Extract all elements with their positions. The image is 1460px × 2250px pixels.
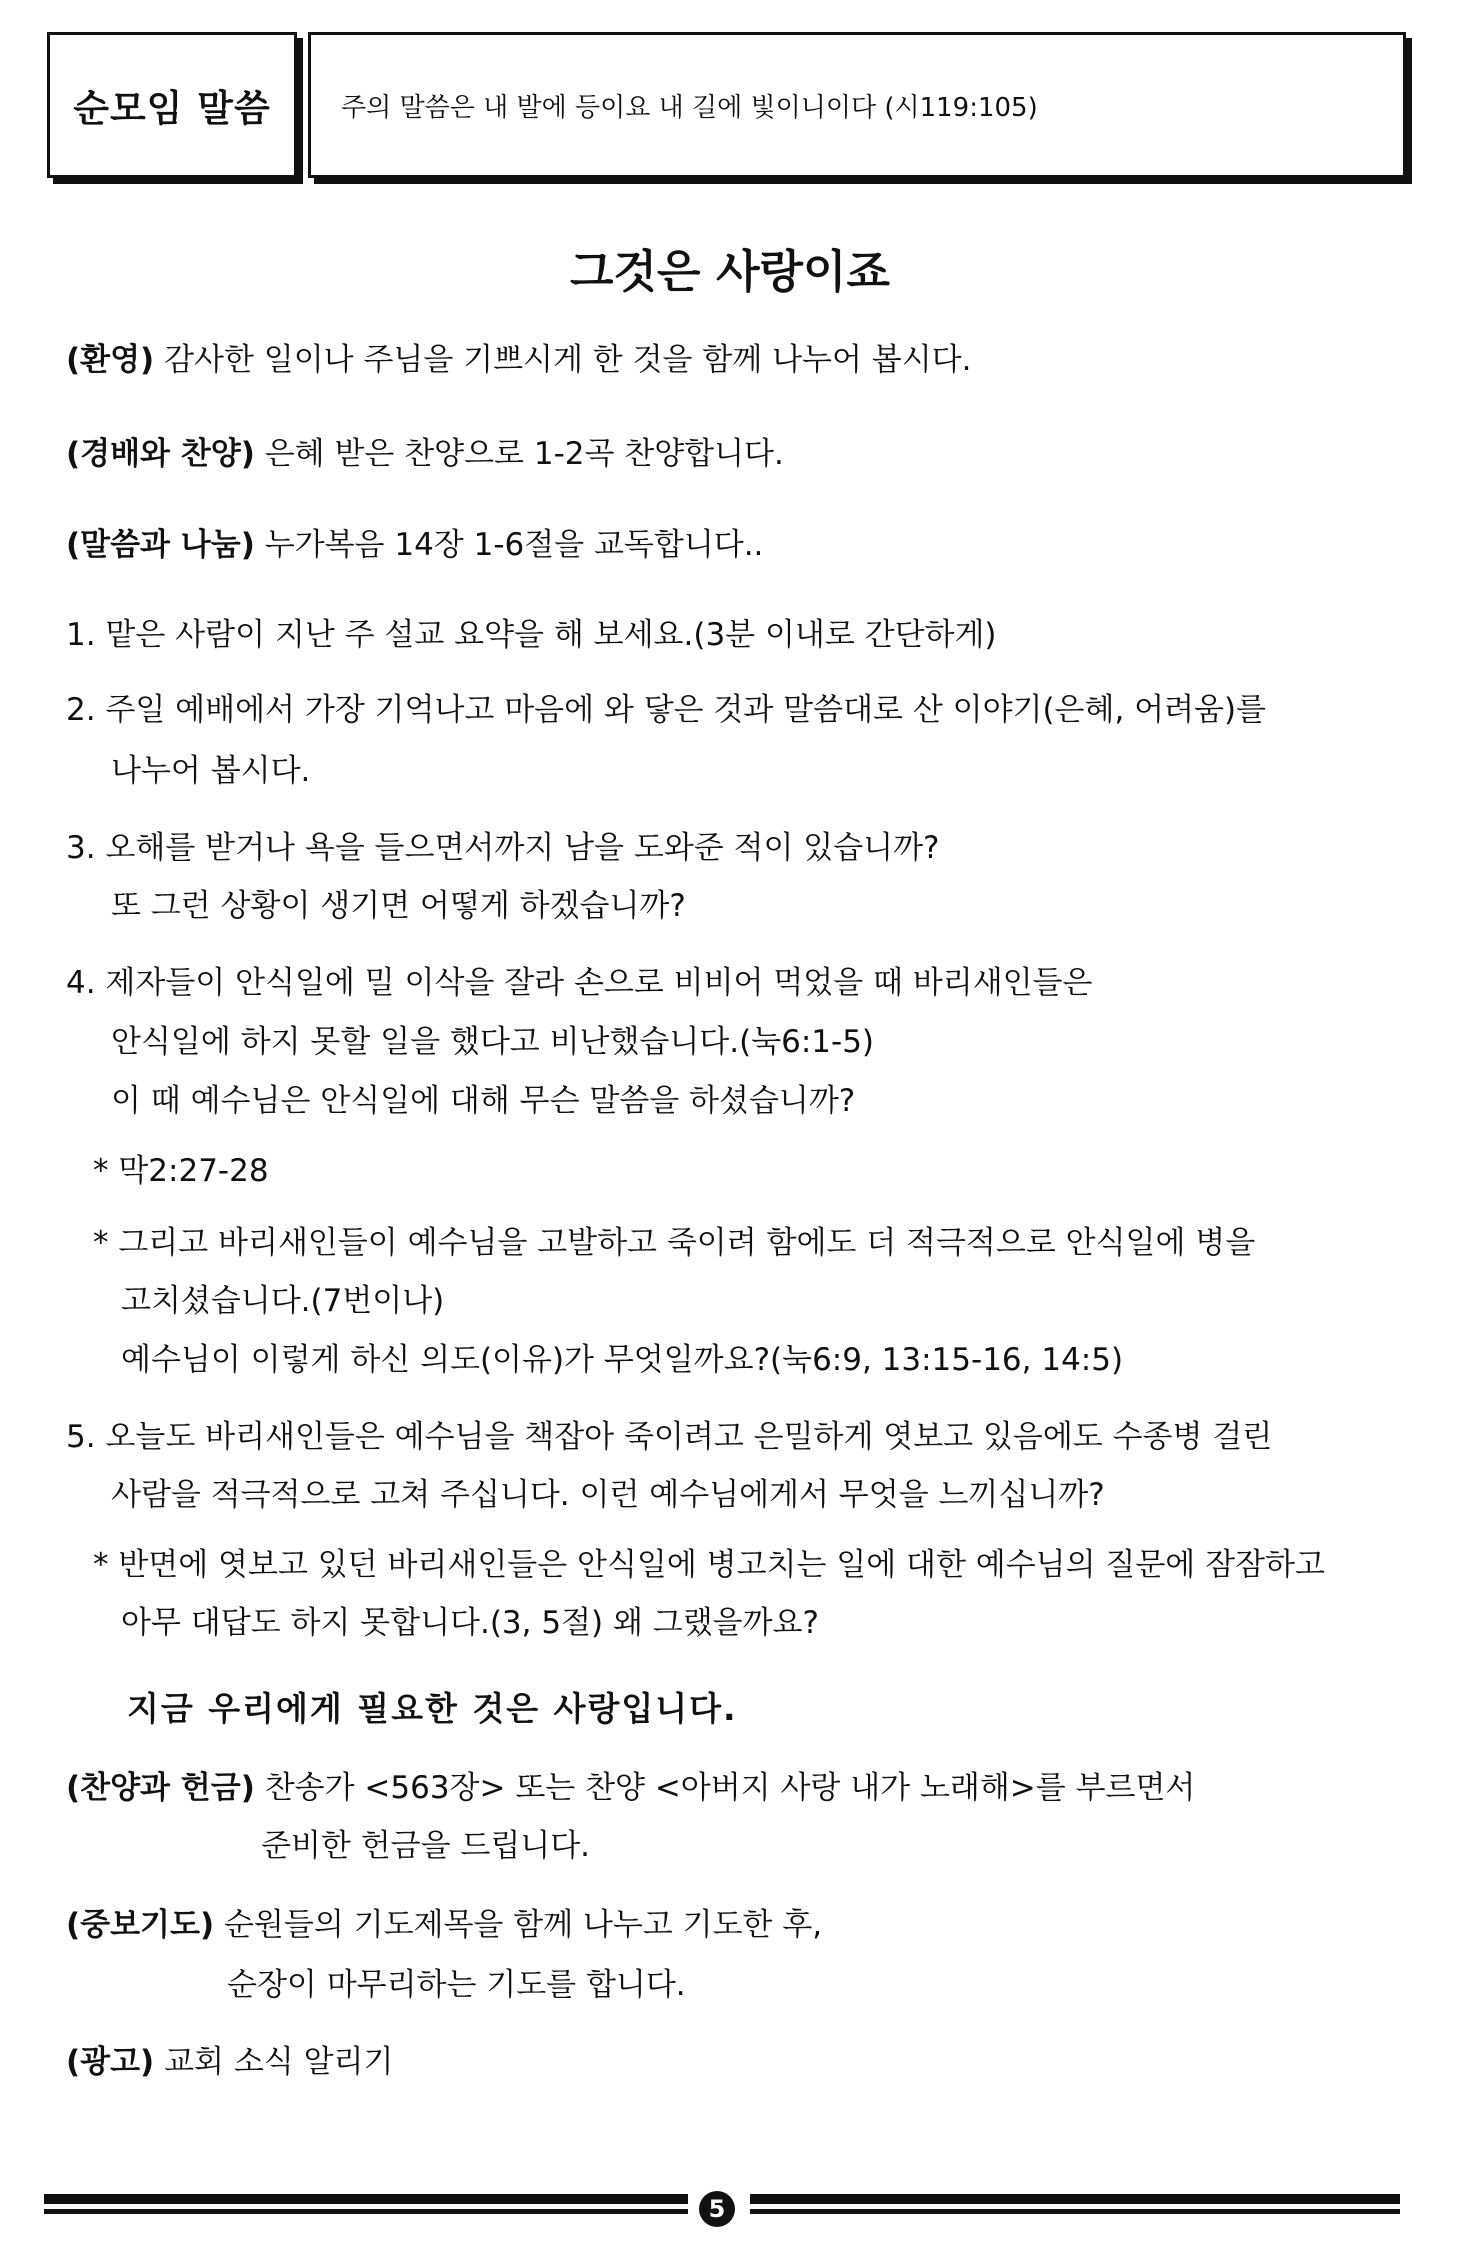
welcome-line (66, 341, 971, 379)
footer-rule-right-thick (750, 2194, 1400, 2204)
emphasis-statement: 지금 우리에게 필요한 것은 사랑입니다. (127, 1689, 738, 1728)
prayer-line-1 (66, 1906, 822, 1944)
offering-text-1: 찬송가 <563장> 또는 찬양 <아버지 사랑 내가 노래해>를 부르면서 (254, 1770, 1196, 1806)
welcome-text: 감사한 일이나 주님을 기쁘시게 한 것을 함께 나누어 봅시다. (154, 342, 972, 378)
footer-rule-right (750, 2194, 1400, 2216)
word-line (66, 526, 763, 564)
prayer-text-1: 순원들의 기도제목을 함께 나누고 기도한 후, (214, 1907, 823, 1943)
welcome-tag: (환영) (66, 342, 155, 378)
question-4-note-2-line-3: 예수님이 이렇게 하신 의도(이유)가 무엇일까요?(눅6:9, 13:15-16, 14:5) (121, 1342, 1124, 1378)
question-5-note-line-2: 아무 대답도 하지 못합니다.(3, 5절) 왜 그랬을까요? (121, 1605, 819, 1641)
question-2-line-1: 2. 주일 예배에서 가장 기억나고 마음에 와 닿은 것과 말씀대로 산 이야기(은혜, 어려움)를 (66, 692, 1267, 728)
question-4-line-3: 이 때 예수님은 안식일에 대해 무슨 말씀을 하셨습니까? (111, 1083, 856, 1119)
notice-text: 교회 소식 알리기 (154, 2044, 394, 2080)
page-number: 5 (699, 2191, 735, 2227)
prayer-tag: (중보기도) (66, 1907, 215, 1943)
worship-tag: (경배와 찬양) (66, 436, 255, 472)
question-3-line-2: 또 그런 상황이 생기면 어떻게 하겠습니까? (111, 888, 686, 924)
offering-line-1 (66, 1769, 1195, 1807)
footer-rule-left-thin (44, 2209, 688, 2214)
verse-box (308, 32, 1406, 178)
footer-rule-left-thick (44, 2194, 688, 2204)
question-4-note-2-line-2: 고치셨습니다.(7번이나) (121, 1283, 445, 1319)
question-3-line-1: 3. 오해를 받거나 욕을 들으면서까지 남을 도와준 적이 있습니까? (66, 830, 940, 866)
question-5-note-line-1: * 반면에 엿보고 있던 바리새인들은 안식일에 병고치는 일에 대한 예수님의 질문에 잠잠하고 (93, 1547, 1325, 1583)
question-4-note-1: * 막2:27-28 (93, 1153, 269, 1189)
offering-tag: (찬양과 헌금) (66, 1770, 255, 1806)
question-1: 1. 맡은 사람이 지난 주 설교 요약을 해 보세요.(3분 이내로 간단하게) (66, 617, 997, 653)
question-4-line-1: 4. 제자들이 안식일에 밀 이삭을 잘라 손으로 비비어 먹었을 때 바리새인들은 (66, 965, 1093, 1001)
worship-line (66, 435, 784, 473)
worship-text: 은혜 받은 찬양으로 1-2곡 찬양합니다. (254, 436, 784, 472)
verse-text: 주의 말씀은 내 발에 등이요 내 길에 빛이니이다 (시119:105) (341, 92, 1038, 123)
question-5-line-1: 5. 오늘도 바리새인들은 예수님을 책잡아 죽이려고 은밀하게 엿보고 있음에도 수종병 걸린 (66, 1419, 1273, 1455)
word-text: 누가복음 14장 1-6절을 교독합니다.. (254, 527, 764, 563)
prayer-line-2: 순장이 마무리하는 기도를 합니다. (227, 1967, 686, 2003)
footer-rule-left (44, 2194, 688, 2216)
question-4-line-2: 안식일에 하지 못할 일을 했다고 비난했습니다.(눅6:1-5) (111, 1024, 875, 1060)
page-title: 그것은 사랑이죠 (570, 245, 890, 298)
question-4-note-2-line-1: * 그리고 바리새인들이 예수님을 고발하고 죽이려 함에도 더 적극적으로 안식일에 병을 (93, 1225, 1256, 1261)
footer-rule-right-thin (750, 2209, 1400, 2214)
section-label: 순모임 말씀 (73, 87, 271, 130)
word-tag: (말씀과 나눔) (66, 527, 255, 563)
notice-tag: (광고) (66, 2044, 155, 2080)
section-label-box (47, 32, 297, 178)
offering-line-2: 준비한 헌금을 드립니다. (261, 1828, 591, 1864)
question-5-line-2: 사람을 적극적으로 고쳐 주십니다. 이런 예수님에게서 무엇을 느끼십니까? (111, 1477, 1105, 1513)
notice-line (66, 2043, 393, 2081)
question-2-line-2: 나누어 봅시다. (111, 753, 311, 789)
